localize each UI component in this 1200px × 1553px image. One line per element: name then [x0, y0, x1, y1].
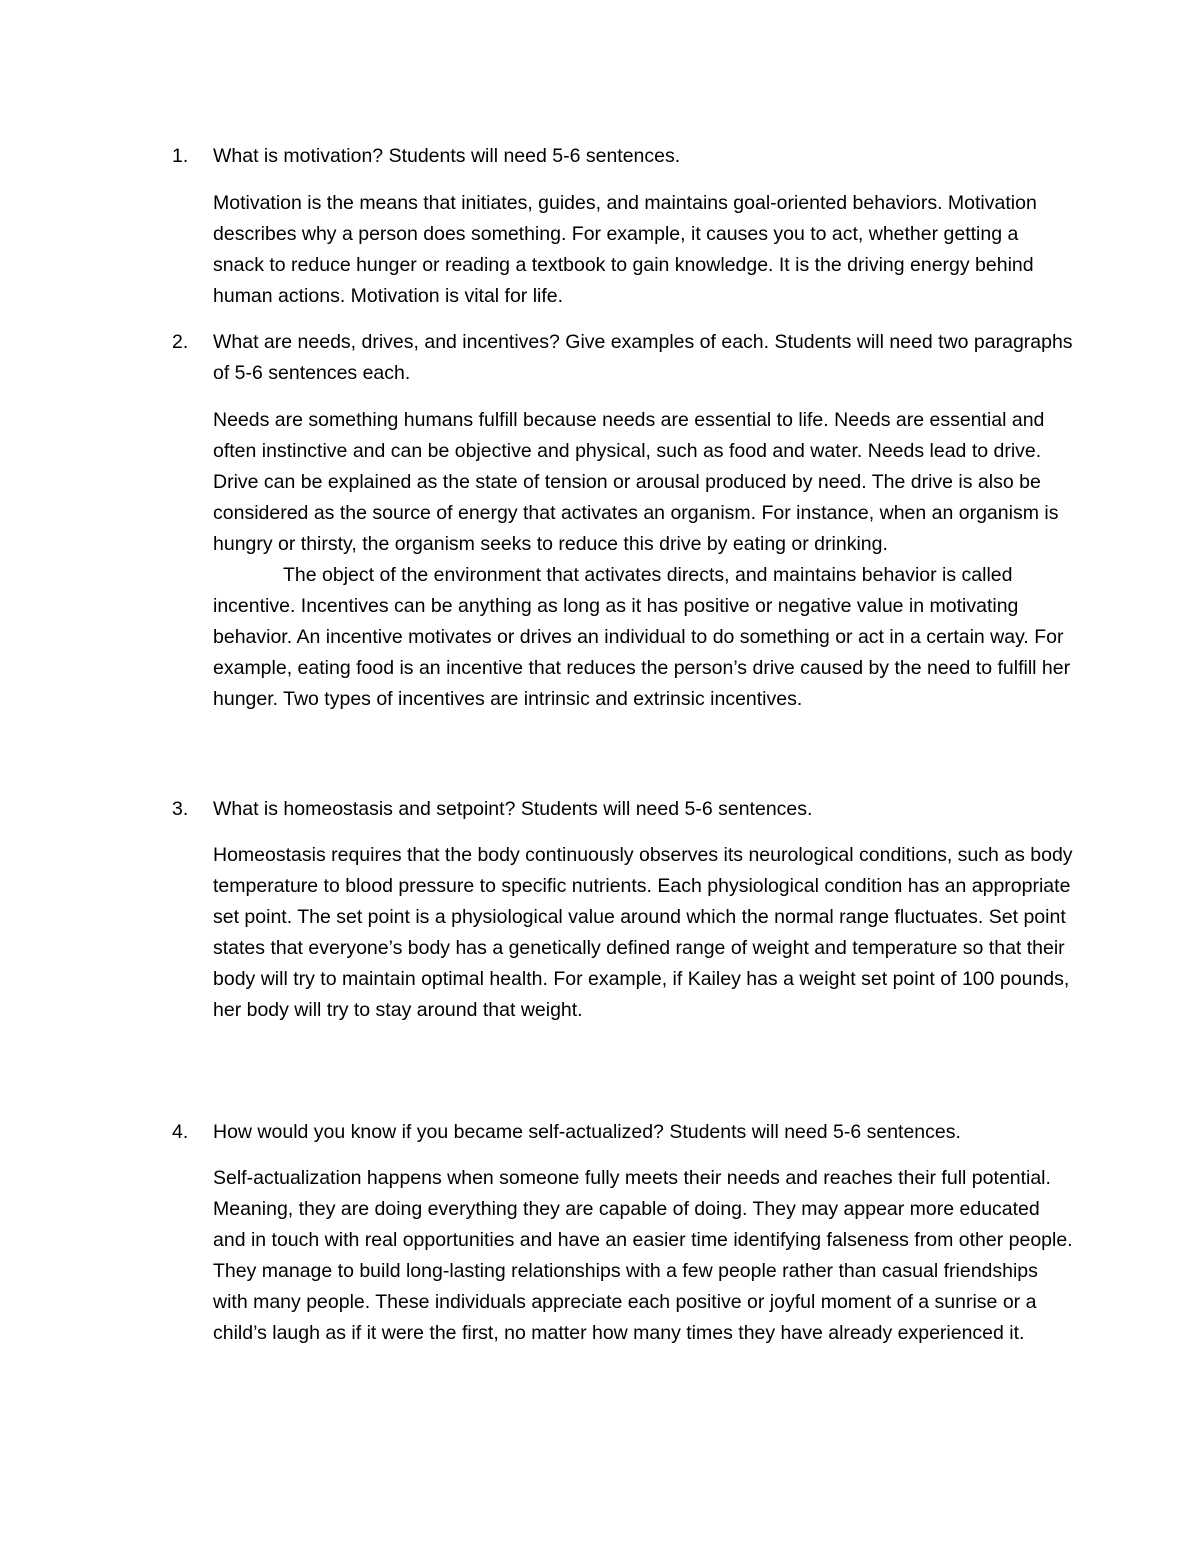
answer-2 [213, 405, 1073, 715]
question-number: 4. [172, 1121, 189, 1143]
answer-4 [213, 1163, 1073, 1349]
answer-paragraph: Self-actualization happens when someone fully meets their needs and reaches their full potential. Meaning, they are doing everything they are capable of doing. They may appear more educated and in touch with real opportunities and have an easier time identifying falseness from other people. They manage to build long-lasting relationships with a few people rather than casual friendships with many people. These individuals appreciate each positive or joyful moment of a sunrise or a child’s laugh as if it were the first, no matter how many times they have already experienced it. [213, 1167, 1073, 1344]
answer-paragraph: Motivation is the means that initiates, guides, and maintains goal-oriented behaviors. Motivation describes why a person does something. For example, it causes you to act, whether getting a snack to reduce hunger or reading a textbook to gain knowledge. It is the driving energy behind human actions. Motivation is vital for life. [213, 192, 1037, 307]
question-number: 3. [172, 798, 189, 820]
question-text: What are needs, drives, and incentives? Give examples of each. Students will need two paragraphs of 5-6 sentences each. [213, 331, 1073, 384]
question-number: 2. [172, 331, 189, 353]
answer-1 [213, 188, 1073, 312]
answer-paragraph: Needs are something humans fulfill because needs are essential to life. Needs are essential and often instinctive and can be objective and physical, such as food and water. Needs lead to drive. Drive can be explained as the state of tension or arousal produced by need. The drive is also be considered as the source of energy that activates an organism. For instance, when an organism is hungry or thirsty, the organism seeks to reduce this drive by eating or drinking. [213, 409, 1059, 555]
question-text: What is homeostasis and setpoint? Students will need 5-6 sentences. [213, 798, 813, 820]
answer-paragraph: Homeostasis requires that the body continuously observes its neurological conditions, such as body temperature to blood pressure to specific nutrients. Each physiological condition has an appropriate set point. The set point is a physiological value around which the normal range fluctuates. Set point states that everyone’s body has a genetically defined range of weight and temperature so that their body will try to maintain optimal health. For example, if Kailey has a weight set point of 100 pounds, her body will try to stay around that weight. [213, 844, 1073, 1021]
question-number: 1. [172, 145, 189, 167]
answer-3 [213, 840, 1073, 1026]
question-text: What is motivation? Students will need 5-6 sentences. [213, 145, 681, 167]
answer-paragraph: The object of the environment that activates directs, and maintains behavior is called incentive. Incentives can be anything as long as it has positive or negative value in motivating behavior. An incentive motivates or drives an individual to do something or act in a certain way. For example, eating food is an incentive that reduces the person’s drive caused by the need to fulfill her hunger. Two types of incentives are intrinsic and extrinsic incentives. [213, 564, 1071, 710]
question-text: How would you know if you became self-actualized? Students will need 5-6 sentences. [213, 1121, 961, 1143]
